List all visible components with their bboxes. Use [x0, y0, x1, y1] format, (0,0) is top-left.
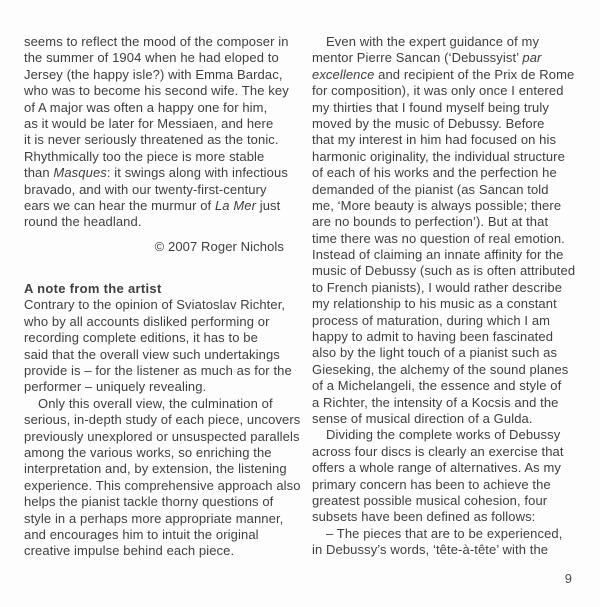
text-segment: across four discs is clearly an exercise that — [312, 443, 564, 459]
text-line — [24, 34, 289, 50]
text-segment: serious, in-depth study of each piece, uncovers — [24, 412, 301, 428]
text-segment: happy to admit to having been fascinated — [312, 329, 554, 345]
text-segment: performer – uniquely revealing. — [24, 379, 207, 395]
text-line — [312, 444, 588, 460]
text-segment: round the headland. — [24, 214, 142, 230]
text-line — [312, 247, 588, 263]
text-segment: Only this overall view, the culmination of — [38, 395, 273, 411]
text-line — [24, 214, 284, 230]
text-line — [24, 543, 284, 559]
text-segment: experience. This comprehensive approach also — [24, 477, 301, 493]
text-line — [312, 214, 588, 230]
text-line — [312, 83, 588, 99]
text-line — [24, 494, 284, 510]
paragraph — [312, 526, 588, 559]
text-line — [24, 165, 288, 181]
text-segment: previously unexplored or unsuspected parallels — [24, 428, 300, 444]
text-segment: of A major was often a happy one for him, — [24, 99, 268, 115]
text-line — [312, 526, 588, 542]
text-segment: the summer of 1904 when he had eloped to — [24, 50, 279, 66]
text-segment: are no bounds to perfection’). But at that — [312, 214, 549, 230]
text-line — [312, 427, 588, 443]
text-segment: of each of his works and the perfection he — [312, 165, 557, 181]
text-line — [312, 116, 588, 132]
text-line — [24, 379, 284, 395]
text-segment: than — [24, 165, 54, 181]
text-line — [312, 542, 588, 558]
text-line — [312, 395, 588, 411]
text-line — [24, 314, 284, 330]
text-line — [312, 509, 588, 525]
text-segment: Gieseking, the alchemy of the sound planes — [312, 361, 569, 377]
text-segment: creative impulse behind each piece. — [24, 543, 235, 559]
text-segment: Even with the expert guidance of my — [326, 34, 540, 49]
text-line — [24, 511, 284, 527]
text-segment: demanded of the pianist (as Sancan told — [312, 181, 549, 197]
credit-line — [24, 239, 284, 255]
paragraph — [24, 34, 289, 231]
text-line — [312, 100, 588, 116]
text-line — [24, 527, 284, 543]
text-segment: who was to become his second wife. The key — [24, 83, 289, 99]
text-segment: me, ‘More beauty is always possible; there — [312, 197, 562, 213]
text-segment: as it would be later for Messiaen, and here — [24, 115, 274, 131]
text-segment: that my interest in him had focused on his — [312, 132, 557, 148]
text-segment: of a Michelangeli, the essence and style of — [312, 378, 562, 394]
text-segment: Instead of claiming an innate affinity for the — [312, 247, 564, 263]
text-segment: my relationship to his music as a constant — [312, 296, 557, 312]
text-segment: mentor Pierre Sancan (‘Debussyist’ — [312, 50, 523, 66]
text-line — [24, 116, 284, 132]
paragraph — [24, 395, 301, 560]
text-segment: music of Debussy (such as is often attributed — [312, 263, 576, 279]
text-segment: greatest possible musical cohesion, four — [312, 492, 548, 508]
text-segment: provide is – for the listener as much as for the — [24, 363, 292, 379]
paragraph — [312, 34, 588, 427]
text-line — [312, 34, 588, 50]
paragraph — [24, 297, 292, 395]
text-line — [24, 67, 284, 83]
text-segment: who by all accounts disliked performing or — [24, 313, 270, 329]
text-segment: ears we can hear the murmur of — [24, 197, 215, 213]
text-segment: helps the pianist tackle thorny questions of — [24, 494, 274, 510]
text-segment: in Debussy’s words, ‘tête-à-tête’ with the — [312, 542, 549, 558]
text-line — [312, 411, 588, 427]
section-heading — [24, 281, 284, 297]
left-text-column — [24, 34, 301, 560]
text-segment: time there was no question of real emotion. — [312, 230, 565, 246]
text-segment: process of maturation, during which I am — [312, 312, 551, 328]
text-segment: my thirties that I found myself being truly — [312, 99, 549, 115]
text-segment: sense of musical direction of a Gulda. — [312, 410, 533, 426]
text-line — [312, 313, 588, 329]
text-line — [24, 363, 292, 379]
text-segment: style in a perhaps more appropriate manner, — [24, 510, 284, 526]
text-segment: Dividing the complete works of Debussy — [326, 427, 561, 443]
text-line — [312, 280, 588, 296]
text-line — [24, 132, 284, 148]
text-line — [312, 329, 588, 345]
text-line — [312, 198, 588, 214]
text-line — [24, 477, 301, 494]
text-line — [24, 347, 284, 363]
text-segment: among the various works, so enriching the — [24, 444, 272, 460]
text-line — [312, 362, 588, 378]
text-line — [312, 296, 588, 312]
right-text-column — [312, 34, 588, 559]
text-line — [312, 67, 588, 83]
text-segment: harmonic originality, the individual structure — [312, 148, 565, 164]
text-segment: Rhythmically too the piece is more stable — [24, 148, 265, 164]
text-line — [24, 461, 287, 477]
text-line — [24, 182, 284, 198]
text-segment: and recipient of the Prix de Rome — [374, 66, 575, 82]
text-segment: A note from the artist — [24, 281, 162, 297]
text-line — [312, 165, 588, 181]
text-segment: © 2007 Roger Nichols — [154, 238, 284, 254]
text-line — [312, 231, 588, 247]
text-line — [312, 460, 588, 476]
text-line — [24, 428, 300, 445]
text-segment: seems to reflect the mood of the composer in — [24, 34, 289, 49]
text-line — [24, 100, 284, 116]
text-line — [312, 493, 588, 509]
text-segment: a Richter, the intensity of a Kocsis and the — [312, 394, 559, 410]
text-segment: said that the overall view such undertakings — [24, 346, 280, 362]
text-line — [24, 50, 284, 66]
text-line — [24, 198, 284, 214]
paragraph — [312, 427, 588, 525]
text-line — [24, 330, 284, 346]
italic-text: excellence — [312, 66, 375, 82]
text-line — [24, 239, 284, 255]
text-segment: offers a whole range of alternatives. As my — [312, 460, 562, 476]
text-segment: recording complete editions, it has to be — [24, 330, 258, 346]
text-line — [312, 149, 588, 165]
text-line — [312, 50, 588, 66]
text-line — [312, 182, 588, 198]
text-segment: just — [256, 197, 281, 213]
text-segment: interpretation and, by extension, the listening — [24, 461, 287, 477]
text-segment: and encourages him to intuit the original — [24, 526, 259, 542]
text-segment: Jersey (the happy isle?) with Emma Bardac, — [24, 66, 283, 82]
text-line — [312, 477, 588, 493]
text-segment: it is never seriously threatened as the tonic. — [24, 132, 279, 148]
italic-text: La Mer — [214, 197, 257, 213]
text-segment: also by the light touch of a pianist such as — [312, 345, 558, 361]
text-line — [24, 297, 284, 313]
text-segment: subsets have been defined as follows: — [312, 509, 536, 525]
text-line — [24, 412, 301, 428]
text-line — [312, 345, 588, 361]
text-segment: : it swings along with infectious — [106, 165, 288, 181]
text-line — [312, 263, 588, 279]
page-number: 9 — [564, 571, 572, 586]
text-segment: – The pieces that are to be experienced, — [326, 525, 563, 541]
text-line — [24, 83, 289, 99]
text-line — [24, 396, 284, 412]
text-segment: for composition), it was only once I entered — [312, 83, 564, 99]
text-segment: primary concern has been to achieve the — [312, 476, 551, 492]
text-line — [312, 378, 588, 394]
text-line — [24, 445, 284, 461]
text-line — [312, 132, 588, 148]
text-line — [24, 149, 284, 165]
text-segment: moved by the music of Debussy. Before — [312, 115, 545, 131]
text-segment: to French pianists), I would rather describe — [312, 279, 563, 295]
italic-text: par — [522, 50, 542, 66]
text-segment: Contrary to the opinion of Sviatoslav Richter, — [24, 297, 286, 313]
text-segment: bravado, and with our twenty-first-century — [24, 181, 267, 197]
italic-text: Masques — [53, 165, 107, 181]
text-line — [24, 281, 284, 297]
